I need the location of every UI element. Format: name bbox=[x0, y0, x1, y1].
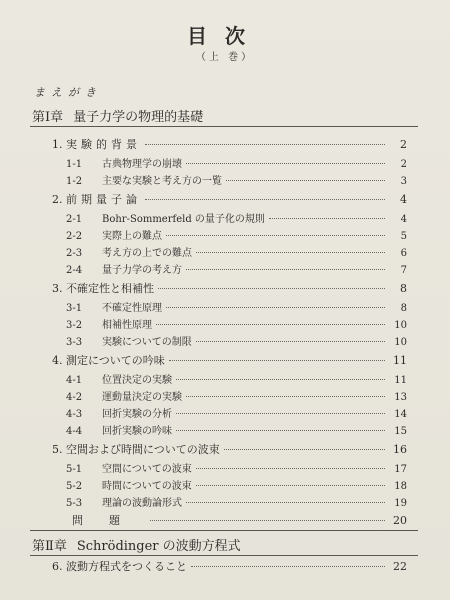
toc-section bbox=[52, 191, 407, 207]
section-title: 空間および時間についての波束 bbox=[66, 443, 220, 456]
leader-dots bbox=[186, 396, 385, 397]
subsection-title: 主要な実験と考え方の一覧 bbox=[102, 176, 222, 187]
section-number: 4. bbox=[52, 354, 63, 367]
subsection-number: 1-1 bbox=[66, 159, 83, 170]
chapter-title: 量子力学の物理的基礎 bbox=[73, 110, 204, 125]
leader-dots bbox=[176, 430, 385, 431]
toc-subsection bbox=[66, 244, 407, 259]
toc-subsection bbox=[66, 172, 407, 187]
page-number: 3 bbox=[400, 176, 407, 187]
subsection-title: Bohr-Sommerfeld の量子化の規則 bbox=[102, 214, 265, 225]
page-number: 11 bbox=[393, 354, 407, 367]
chapter-rule bbox=[30, 530, 418, 531]
section-title: 不確定性と相補性 bbox=[66, 282, 154, 295]
subsection-title: 相補性原理 bbox=[102, 320, 152, 331]
subsection-title: 空間についての波束 bbox=[102, 464, 192, 475]
section-number: 2. bbox=[52, 193, 63, 206]
page-number: 5 bbox=[400, 231, 407, 242]
leader-dots bbox=[196, 341, 385, 342]
page-number: 10 bbox=[394, 337, 407, 348]
subsection-number: 1-2 bbox=[66, 176, 83, 187]
chapter-heading bbox=[32, 535, 241, 554]
toc-subsection bbox=[66, 477, 407, 492]
section-title: 測定についての吟味 bbox=[66, 354, 165, 367]
page-number: 22 bbox=[393, 560, 407, 573]
subsection-title: 回折実験の分析 bbox=[102, 409, 172, 420]
toc-section bbox=[52, 280, 407, 296]
subsection-number: 5-2 bbox=[66, 481, 83, 492]
leader-dots bbox=[158, 288, 385, 289]
leader-dots bbox=[166, 235, 385, 236]
toc-subsection bbox=[66, 155, 407, 170]
toc-subsection bbox=[66, 388, 407, 403]
chapter-label: 第Ⅱ章 bbox=[32, 539, 67, 554]
subsection-title: 運動量決定の実験 bbox=[102, 392, 182, 403]
toc-subsection bbox=[66, 405, 407, 420]
leader-dots bbox=[156, 324, 385, 325]
chapter-rule bbox=[30, 555, 418, 556]
leader-dots bbox=[150, 520, 385, 521]
leader-dots bbox=[196, 468, 385, 469]
page-number: 8 bbox=[400, 303, 407, 314]
leader-dots bbox=[269, 218, 385, 219]
page-number: 19 bbox=[394, 498, 407, 509]
chapter-heading bbox=[32, 106, 203, 125]
leader-dots bbox=[145, 199, 385, 200]
leader-dots bbox=[169, 360, 385, 361]
subsection-title: 考え方の上での難点 bbox=[102, 248, 192, 259]
subsection-number: 5-1 bbox=[66, 464, 83, 475]
page-number: 17 bbox=[394, 464, 407, 475]
leader-dots bbox=[191, 566, 385, 567]
chapter-rule bbox=[30, 126, 418, 127]
page-number: 16 bbox=[393, 443, 407, 456]
section-number: 5. bbox=[52, 443, 63, 456]
section-number: 3. bbox=[52, 282, 63, 295]
subsection-number: 4-2 bbox=[66, 392, 83, 403]
toc-subsection bbox=[66, 261, 407, 276]
subsection-title: 不確定性原理 bbox=[102, 303, 162, 314]
leader-dots bbox=[186, 269, 385, 270]
volume-label: （上 巻） bbox=[195, 52, 255, 63]
subsection-title: 実験についての制限 bbox=[102, 337, 192, 348]
leader-dots bbox=[196, 252, 385, 253]
toc-problems bbox=[72, 512, 407, 528]
page-number: 2 bbox=[400, 159, 407, 170]
leader-dots bbox=[224, 449, 385, 450]
toc-subsection bbox=[66, 227, 407, 242]
section-number: 1. bbox=[52, 138, 63, 151]
toc-subsection bbox=[66, 494, 407, 509]
toc-subsection bbox=[66, 371, 407, 386]
section-title: 前期量子論 bbox=[66, 193, 141, 206]
section-number: 6. bbox=[52, 560, 63, 573]
page-number: 4 bbox=[400, 193, 407, 206]
problems-title: 問題 bbox=[72, 514, 146, 527]
leader-dots bbox=[176, 413, 385, 414]
section-title: 波動方程式をつくること bbox=[66, 560, 187, 573]
page-number: 6 bbox=[400, 248, 407, 259]
toc-section bbox=[52, 352, 407, 368]
page-number: 10 bbox=[394, 320, 407, 331]
toc-section bbox=[52, 441, 407, 457]
subsection-number: 5-3 bbox=[66, 498, 83, 509]
page-number: 18 bbox=[394, 481, 407, 492]
subsection-title: 理論の波動論形式 bbox=[102, 498, 182, 509]
toc-subsection bbox=[66, 316, 407, 331]
toc-subsection bbox=[66, 299, 407, 314]
subsection-number: 4-3 bbox=[66, 409, 83, 420]
toc-subsection bbox=[66, 333, 407, 348]
toc-section bbox=[52, 558, 407, 574]
leader-dots bbox=[145, 144, 385, 145]
chapter-label: 第Ⅰ章 bbox=[32, 110, 64, 125]
leader-dots bbox=[186, 163, 385, 164]
toc-section bbox=[52, 136, 407, 152]
page-number: 15 bbox=[394, 426, 407, 437]
toc-subsection bbox=[66, 460, 407, 475]
section-title: 実験的背景 bbox=[66, 138, 141, 151]
subsection-title: 時間についての波束 bbox=[102, 481, 192, 492]
subsection-title: 古典物理学の崩壊 bbox=[102, 159, 182, 170]
subsection-number: 4-4 bbox=[66, 426, 83, 437]
subsection-number: 4-1 bbox=[66, 375, 83, 386]
subsection-title: 位置決定の実験 bbox=[102, 375, 172, 386]
page-number: 7 bbox=[400, 265, 407, 276]
leader-dots bbox=[166, 307, 385, 308]
toc-subsection bbox=[66, 210, 407, 225]
page-number: 4 bbox=[400, 214, 407, 225]
chapter-title: Schrödinger の波動方程式 bbox=[76, 539, 241, 554]
leader-dots bbox=[226, 180, 385, 181]
page-number: 14 bbox=[394, 409, 407, 420]
toc-subsection bbox=[66, 422, 407, 437]
page-number: 20 bbox=[393, 514, 407, 527]
page-number: 13 bbox=[394, 392, 407, 403]
page-title: 目次 bbox=[187, 24, 263, 48]
page-number: 2 bbox=[400, 138, 407, 151]
subsection-number: 3-3 bbox=[66, 337, 83, 348]
subsection-number: 2-3 bbox=[66, 248, 83, 259]
leader-dots bbox=[196, 485, 385, 486]
preface-entry: まえがき bbox=[34, 86, 102, 99]
subsection-number: 3-2 bbox=[66, 320, 83, 331]
subsection-title: 実際上の難点 bbox=[102, 231, 162, 242]
leader-dots bbox=[176, 379, 385, 380]
page-number: 11 bbox=[394, 375, 407, 386]
subsection-number: 2-1 bbox=[66, 214, 83, 225]
subsection-title: 量子力学の考え方 bbox=[102, 265, 182, 276]
page-number: 8 bbox=[400, 282, 407, 295]
subsection-number: 2-4 bbox=[66, 265, 83, 276]
leader-dots bbox=[186, 502, 385, 503]
subsection-title: 回折実験の吟味 bbox=[102, 426, 172, 437]
subsection-number: 2-2 bbox=[66, 231, 83, 242]
subsection-number: 3-1 bbox=[66, 303, 83, 314]
